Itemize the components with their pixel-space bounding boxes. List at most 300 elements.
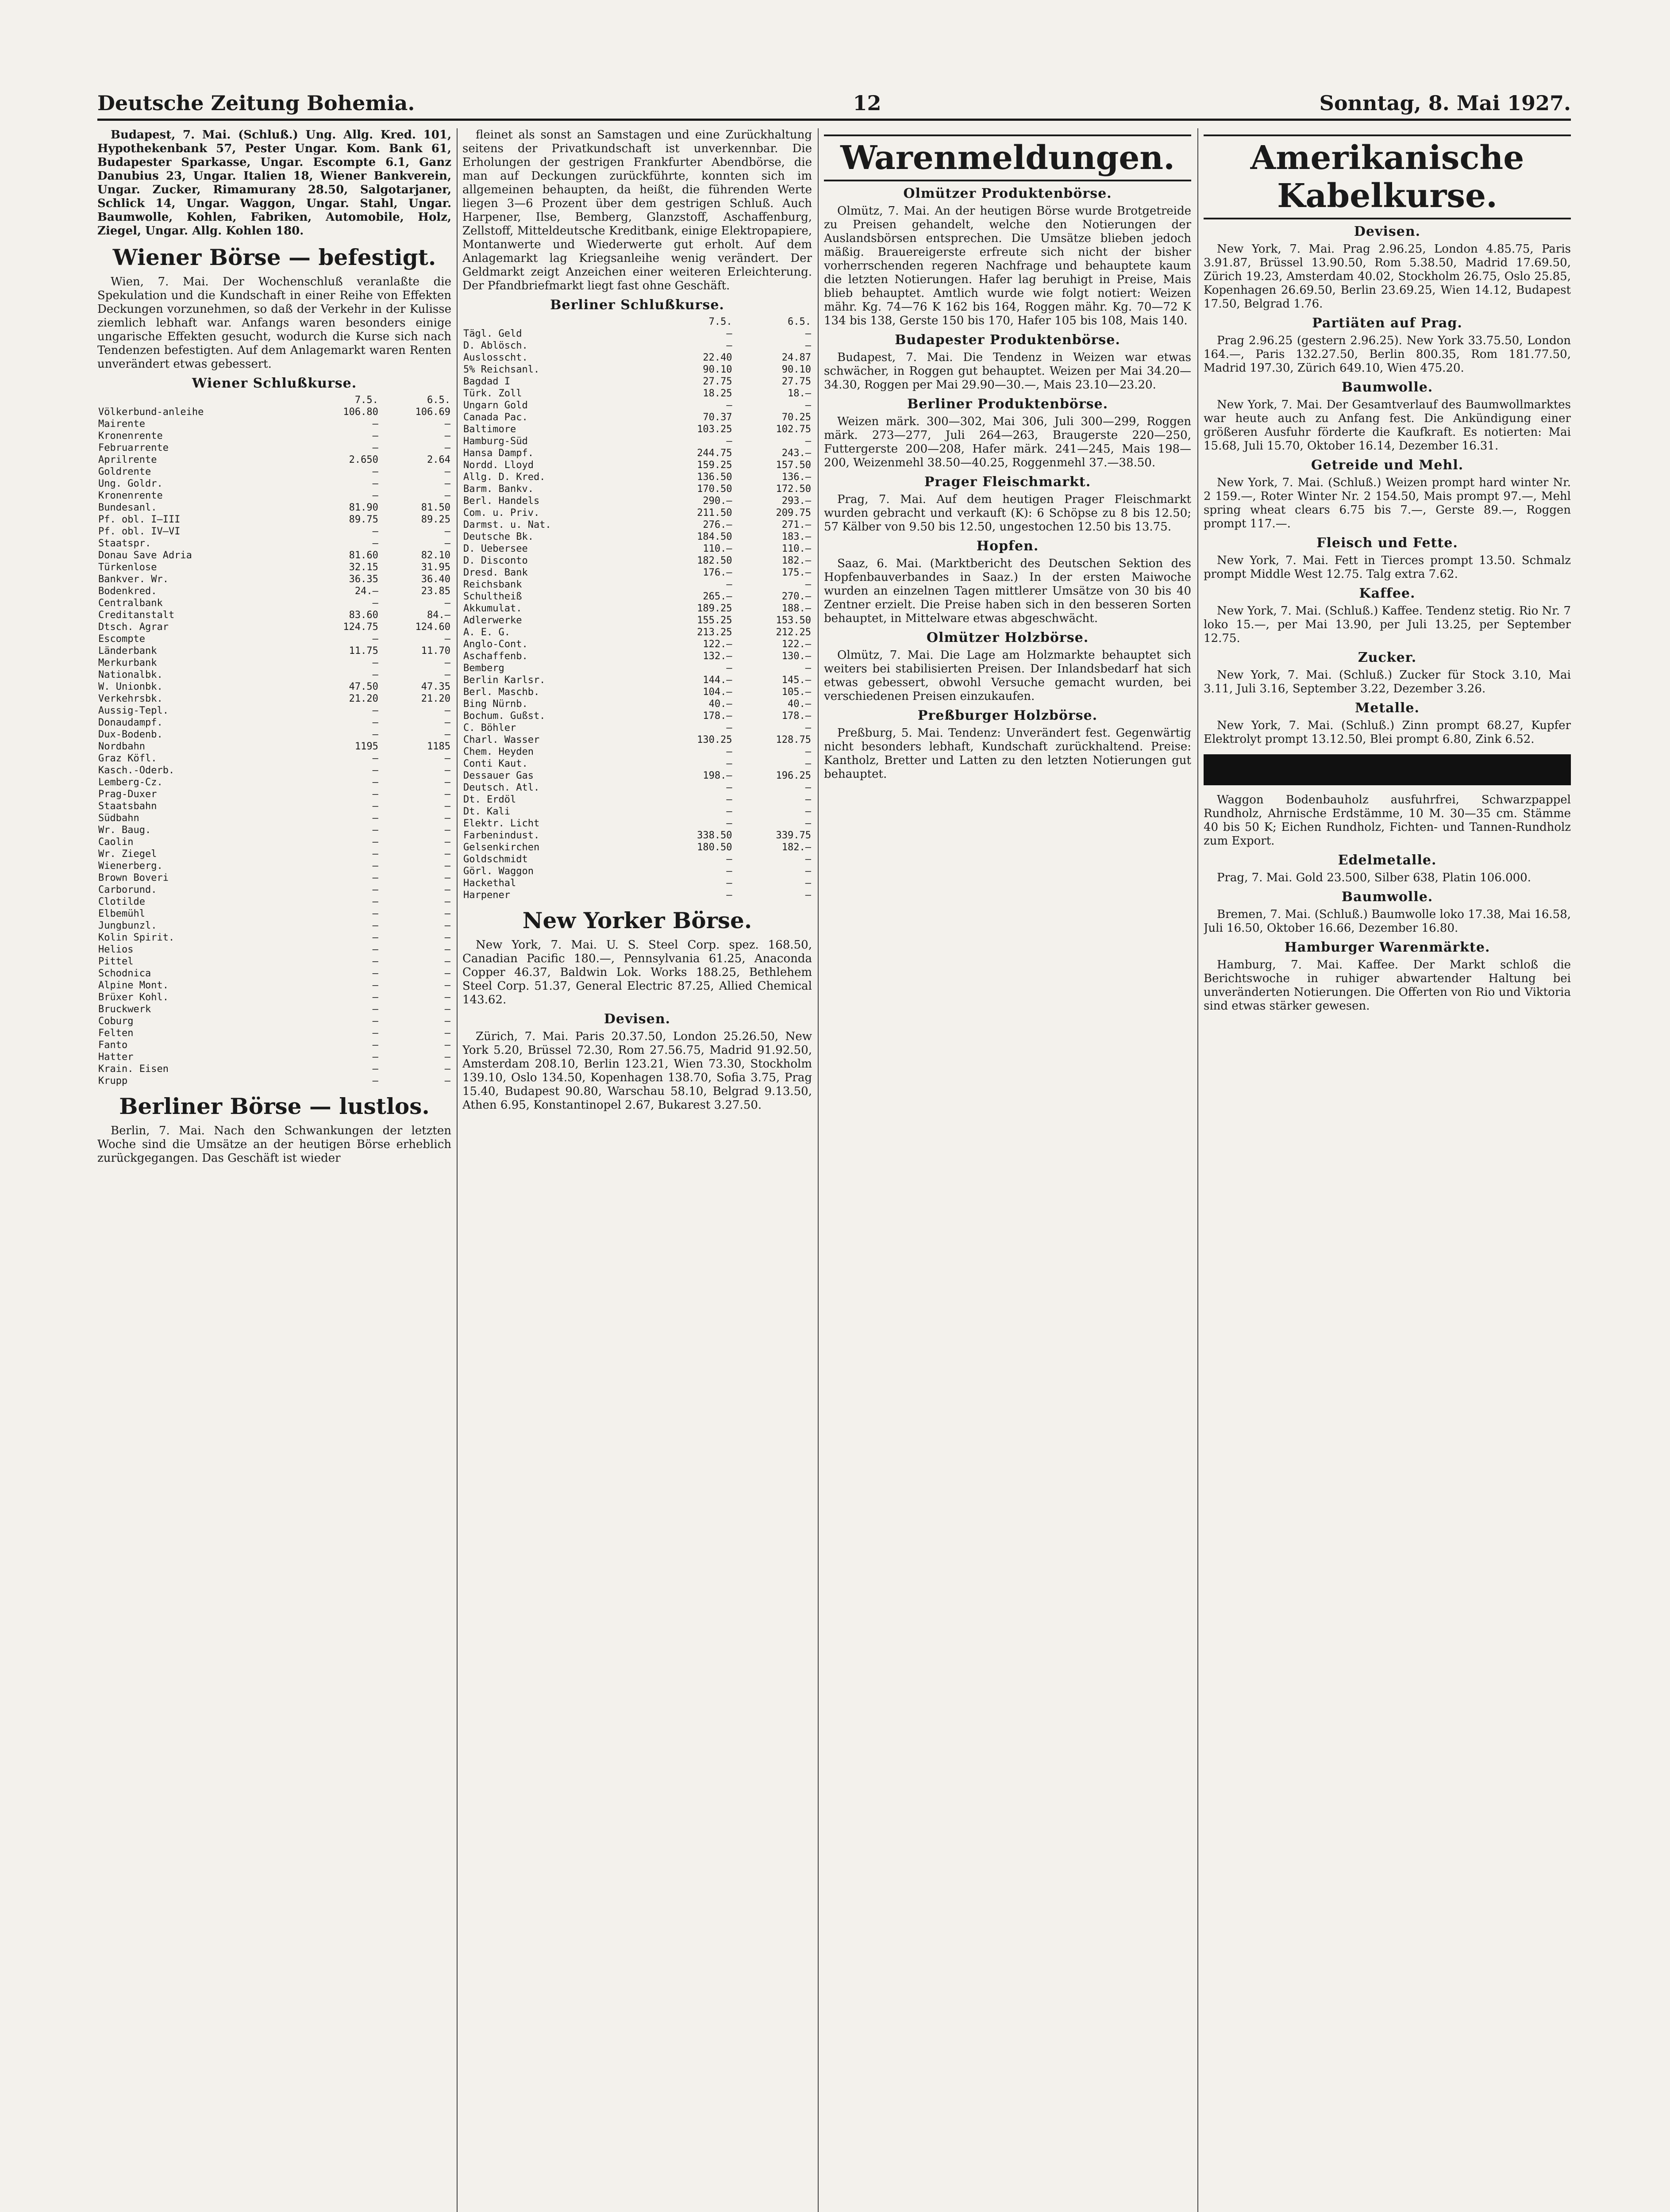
security-name: Prag-Duxer <box>98 789 157 800</box>
table-row <box>97 741 451 753</box>
quote-value: — <box>372 419 378 430</box>
section-heading: Getreide und Mehl. <box>1311 457 1464 473</box>
quote-value: 122.— <box>781 639 811 650</box>
table-row <box>462 352 812 364</box>
security-name: Bing Nürnb. <box>463 699 528 710</box>
security-name: Berl. Maschb. <box>463 687 540 698</box>
security-name: Goldschmidt <box>463 854 528 865</box>
table-row <box>462 889 812 901</box>
table-header: 6.5. <box>427 395 450 406</box>
quote-value: — <box>444 1075 450 1087</box>
quote-value: — <box>372 1016 378 1027</box>
security-name: Länderbank <box>98 645 157 657</box>
security-name: Harpener <box>463 890 510 901</box>
security-name: Krupp <box>98 1075 128 1087</box>
quote-value: — <box>444 896 450 907</box>
quote-value: — <box>805 340 811 351</box>
table-row <box>462 579 812 591</box>
quote-value: — <box>805 758 811 769</box>
quote-value: — <box>444 980 450 991</box>
section-heading: Partiäten auf Prag. <box>1312 315 1462 331</box>
security-name: Ungarn Gold <box>463 400 528 411</box>
quote-value: 184.50 <box>697 531 732 542</box>
section-text: Olmütz, 7. Mai. An der heutigen Börse wurde Brotgetreide zu Preisen gehandelt, welche den Notierungen der Auslandsbörsen entsprechen. Die Umsätze blieben jedoch mäßig. Brauereigerste erfreute sich nicht der bisher vorherrschenden regeren Nachfrage und behauptete kaum die letzten Notierungen. Hafer lag beruhigt in Preise, Mais blieb behauptet. Amtlich wurde wie folgt notiert: Weizen mähr. Kg. 74—76 K 162 bis 164, Roggen mähr. Kg. 70—72 K 134 bis 138, Gerste 150 bis 170, Hafer 105 bis 108, Mais 140. <box>824 204 1191 327</box>
table-row <box>462 340 812 352</box>
quote-value: — <box>444 598 450 609</box>
quote-value: — <box>444 801 450 812</box>
table-row <box>462 388 812 399</box>
quote-value: 11.75 <box>349 645 378 657</box>
security-name: Gelsenkirchen <box>463 842 540 853</box>
quote-value: 106.80 <box>343 407 378 418</box>
quote-value: — <box>444 705 450 716</box>
quote-value: — <box>372 705 378 716</box>
security-name: Dt. Kali <box>463 806 510 817</box>
quote-value: 124.60 <box>415 622 450 633</box>
section-text: New York, 7. Mai. Fett in Tierces prompt 13.50. Schmalz prompt Middle West 12.75. Talg extra 7.62. <box>1204 554 1571 581</box>
table-row <box>462 435 812 447</box>
section-heading: Olmützer Holzbörse. <box>926 630 1089 645</box>
quote-value: — <box>805 722 811 733</box>
security-name: Creditanstalt <box>98 610 175 621</box>
quote-value: — <box>444 526 450 537</box>
quote-value: — <box>805 436 811 447</box>
security-name: Deutsche Bk. <box>463 531 534 542</box>
quote-value: — <box>726 806 732 817</box>
kabelkurse-heading: Amerikanische Kabelkurse. <box>1204 134 1571 219</box>
holz-advertisement-text: Waggon Bodenbauholz ausfuhrfrei, Schwarzpappel Rundholz, Ahrnische Erdstämme, 10 M. 30—35 cm. Stämme 40 bis 50 K; Eichen Rundholz, Fichten- und Tannen-Rundholz zum Export. <box>1204 793 1571 848</box>
quote-value: — <box>372 825 378 836</box>
table-row <box>97 812 451 824</box>
quote-value: 189.25 <box>697 603 732 614</box>
quote-value: 136.— <box>781 472 811 483</box>
quote-value: 31.95 <box>421 562 450 573</box>
table-row <box>97 478 451 490</box>
table-row <box>462 471 812 483</box>
quote-value: 159.25 <box>697 460 732 471</box>
table-row <box>97 764 451 776</box>
security-name: Caolin <box>98 837 134 848</box>
quote-value: 211.50 <box>697 507 732 518</box>
table-row <box>462 877 812 889</box>
quote-value: — <box>444 478 450 489</box>
security-name: Berl. Handels <box>463 495 540 507</box>
quote-value: 110.— <box>703 543 732 554</box>
table-row <box>97 896 451 908</box>
security-name: Donaudampf. <box>98 717 163 728</box>
table-row <box>97 454 451 466</box>
berliner-boerse-heading: Berliner Börse — lustlos. <box>119 1093 430 1119</box>
new-yorker-boerse-text: New York, 7. Mai. U. S. Steel Corp. spez. 168.50, Canadian Pacific 180.—, Pennsylvania 61.25, Anaconda Copper 46.37, Baldwin Lok. Works 188.25, Bethlehem Steel Corp. 51.37, General Electric 87.25, Allied Chemical 143.62. <box>462 938 812 1006</box>
security-name: Aussig-Tepl. <box>98 705 169 716</box>
quote-value: 209.75 <box>776 507 811 518</box>
issue-date: Sonntag, 8. Mai 1927. <box>1319 91 1571 115</box>
quote-value: — <box>372 860 378 872</box>
security-name: W. Unionbk. <box>98 681 163 692</box>
column-divider <box>457 128 458 2212</box>
security-name: Bundesanl. <box>98 502 157 513</box>
security-name: Bagdad I <box>463 376 510 387</box>
quote-value: 213.25 <box>697 627 732 638</box>
quote-value: 21.20 <box>349 693 378 704</box>
table-row <box>97 788 451 800</box>
quote-value: 153.50 <box>776 615 811 626</box>
security-name: Kolin Spirit. <box>98 932 175 943</box>
table-row <box>97 490 451 502</box>
table-header: 7.5. <box>354 395 378 406</box>
section-heading: Hopfen. <box>976 538 1039 554</box>
section-text: New York, 7. Mai. (Schluß.) Zucker für Stock 3.10, Mai 3.11, Juli 3.16, September 3.22, Dezember 3.26. <box>1204 668 1571 695</box>
quote-value: 90.10 <box>781 364 811 375</box>
security-name: Reichsbank <box>463 579 522 590</box>
table-row <box>462 650 812 662</box>
security-name: D. Disconto <box>463 555 528 566</box>
quote-value: 339.75 <box>776 830 811 841</box>
security-name: Dux-Bodenb. <box>98 729 163 740</box>
quote-value: 270.— <box>781 591 811 602</box>
quote-value: — <box>372 920 378 931</box>
quote-value: 47.35 <box>421 681 450 692</box>
quote-value: — <box>372 634 378 645</box>
security-name: Aschaffenb. <box>463 651 528 662</box>
quote-value: — <box>805 878 811 889</box>
quote-value: — <box>726 579 732 590</box>
table-row <box>462 662 812 674</box>
security-name: Völkerbund-anleihe <box>98 407 204 418</box>
section-heading: Zucker. <box>1358 650 1417 665</box>
quote-value: 89.25 <box>421 514 450 525</box>
security-name: Donau Save Adria <box>98 550 192 561</box>
security-name: D. Ablösch. <box>463 340 528 351</box>
security-name: Darmst. u. Nat. <box>463 519 551 530</box>
quote-value: — <box>726 758 732 769</box>
masthead <box>97 88 1571 115</box>
security-name: Bodenkred. <box>98 586 157 597</box>
security-name: Nationalbk. <box>98 669 163 680</box>
table-row <box>97 418 451 430</box>
quote-value: — <box>372 669 378 680</box>
section-heading: Preßburger Holzbörse. <box>917 708 1098 723</box>
quote-value: — <box>372 908 378 919</box>
quote-value: 89.75 <box>349 514 378 525</box>
table-row <box>97 561 451 573</box>
quote-value: — <box>372 538 378 549</box>
section-heading: Edelmetalle. <box>1338 853 1437 868</box>
table-row <box>97 920 451 932</box>
quote-value: 178.— <box>781 710 811 722</box>
table-row <box>97 705 451 717</box>
section-text: Preßburg, 5. Mai. Tendenz: Unverändert fest. Gegenwärtig nicht besonders lebhaft, Kundschaft zurückhaltend. Preise: Kantholz, Bretter und Latten zu den letzten Notierungen gut behauptet. <box>824 726 1191 781</box>
security-name: Centralbank <box>98 598 163 609</box>
black-ad-bar <box>1204 754 1571 785</box>
quote-value: 2.64 <box>427 454 450 465</box>
column-2 <box>462 128 812 2212</box>
quote-value: 36.40 <box>421 574 450 585</box>
quote-value: 110.— <box>781 543 811 554</box>
quote-value: 293.— <box>781 495 811 507</box>
security-name: Anglo-Cont. <box>463 639 528 650</box>
security-name: Elbemühl <box>98 908 145 919</box>
table-row <box>97 968 451 979</box>
quote-value: — <box>372 849 378 860</box>
quote-value: — <box>726 890 732 901</box>
quote-value: 122.— <box>703 639 732 650</box>
section-text: New York, 7. Mai. (Schluß.) Kaffee. Tendenz stetig. Rio Nr. 7 loko 15.—, per Mai 13.90, per Juli 13.25, per September 12.75. <box>1204 604 1571 645</box>
quote-value: — <box>444 849 450 860</box>
table-row <box>97 932 451 944</box>
security-name: Schodnica <box>98 968 151 979</box>
table-row <box>97 526 451 538</box>
security-name: 5% Reichsanl. <box>463 364 540 375</box>
security-name: Alpine Mont. <box>98 980 169 991</box>
quote-value: 81.50 <box>421 502 450 513</box>
table-row <box>462 567 812 579</box>
table-row <box>462 686 812 698</box>
table-row <box>97 979 451 991</box>
security-name: Staatsbahn <box>98 801 157 812</box>
table-row <box>462 853 812 865</box>
quote-value: — <box>805 782 811 793</box>
quote-value: 180.50 <box>697 842 732 853</box>
table-row <box>462 746 812 758</box>
quote-value: — <box>444 466 450 477</box>
quote-value: — <box>444 1052 450 1063</box>
security-name: Wr. Baug. <box>98 825 151 836</box>
table-row <box>97 848 451 860</box>
quote-value: — <box>444 538 450 549</box>
table-row <box>97 860 451 872</box>
quote-value: — <box>372 789 378 800</box>
devisen-heading: Devisen. <box>604 1011 671 1027</box>
section-text: New York, 7. Mai. (Schluß.) Zinn prompt 68.27, Kupfer Elektrolyt prompt 13.12.50, Blei prompt 6.80, Zink 6.52. <box>1204 719 1571 746</box>
table-row <box>97 776 451 788</box>
quote-value: — <box>805 854 811 865</box>
security-name: Charl. Wasser <box>463 734 540 745</box>
quote-value: — <box>372 837 378 848</box>
table-row <box>97 884 451 896</box>
table-row <box>97 991 451 1003</box>
security-name: Felten <box>98 1028 134 1039</box>
quote-value: 178.— <box>703 710 732 722</box>
section-heading: Prager Fleischmarkt. <box>924 474 1091 490</box>
table-row <box>97 406 451 418</box>
quote-value: 90.10 <box>703 364 732 375</box>
security-name: Barm. Bankv. <box>463 484 534 495</box>
security-name: Bankver. Wr. <box>98 574 169 585</box>
quote-value: — <box>726 400 732 411</box>
security-name: Adlerwerke <box>463 615 522 626</box>
table-row <box>97 693 451 705</box>
quote-value: — <box>444 956 450 967</box>
quote-value: 182.50 <box>697 555 732 566</box>
quote-value: — <box>372 657 378 668</box>
wiener-schlusskurse-heading: Wiener Schlußkurse. <box>192 376 357 391</box>
quote-value: — <box>805 400 811 411</box>
table-row <box>97 514 451 526</box>
security-name: Jungbunzl. <box>98 920 157 931</box>
security-name: Com. u. Priv. <box>463 507 540 518</box>
security-name: Auslosscht. <box>463 352 528 363</box>
security-name: Pf. obl. IV—VI <box>98 526 181 537</box>
quote-value: 136.50 <box>697 472 732 483</box>
quote-value: 265.— <box>703 591 732 602</box>
quote-value: — <box>726 328 732 339</box>
table-row <box>97 824 451 836</box>
quote-value: 106.69 <box>415 407 450 418</box>
table-row <box>462 758 812 770</box>
quote-value: — <box>444 717 450 728</box>
quote-value: — <box>372 717 378 728</box>
table-row <box>462 364 812 376</box>
quote-value: 244.75 <box>697 448 732 459</box>
security-name: Februarrente <box>98 442 169 453</box>
quote-value: 11.70 <box>421 645 450 657</box>
table-row <box>462 674 812 686</box>
quote-value: 132.— <box>703 651 732 662</box>
table-header: 6.5. <box>788 316 811 327</box>
section-heading: Baumwolle. <box>1341 380 1433 395</box>
quote-value: — <box>372 944 378 955</box>
quote-value: 183.— <box>781 531 811 542</box>
quote-value: — <box>444 992 450 1003</box>
table-row <box>462 519 812 531</box>
table-row <box>97 633 451 645</box>
quote-value: — <box>444 860 450 872</box>
quote-value: 24.87 <box>781 352 811 363</box>
quote-value: — <box>372 1040 378 1051</box>
quote-value: — <box>805 866 811 877</box>
quote-value: — <box>726 794 732 805</box>
table-row <box>462 626 812 638</box>
berliner-quote-table <box>462 316 812 901</box>
table-row <box>462 614 812 626</box>
quote-value: — <box>444 837 450 848</box>
table-row <box>462 555 812 567</box>
table-row <box>97 1003 451 1015</box>
security-name: Aprilrente <box>98 454 157 465</box>
quote-value: — <box>372 992 378 1003</box>
masthead-rule <box>97 119 1571 121</box>
security-name: Pittel <box>98 956 134 967</box>
table-row <box>97 1063 451 1075</box>
quote-value: — <box>444 884 450 895</box>
security-name: Bochum. Gußst. <box>463 710 546 722</box>
quote-value: — <box>444 908 450 919</box>
security-name: D. Uebersee <box>463 543 528 554</box>
table-row <box>462 865 812 877</box>
security-name: C. Böhler <box>463 722 516 733</box>
quote-value: 145.— <box>781 675 811 686</box>
table-row <box>462 447 812 459</box>
quote-value: 175.— <box>781 567 811 578</box>
table-row <box>462 818 812 830</box>
security-name: Dresd. Bank <box>463 567 528 578</box>
table-row <box>97 621 451 633</box>
quote-value: 18.25 <box>703 388 732 399</box>
quote-value: — <box>726 746 732 757</box>
quote-value: — <box>805 663 811 674</box>
quote-value: — <box>444 968 450 979</box>
quote-value: — <box>726 818 732 829</box>
quote-value: — <box>372 980 378 991</box>
quote-value: 40.— <box>708 699 732 710</box>
quote-value: 130.— <box>781 651 811 662</box>
security-name: Farbenindust. <box>463 830 540 841</box>
table-header: 7.5. <box>708 316 732 327</box>
section-text: New York, 7. Mai. Der Gesamtverlauf des Baumwollmarktes war heute auch zu Anfang fest. Die Ankündigung einer größeren Ausfuhr förderte die Kaufkraft. Es notierten: Mai 15.68, Juli 15.70, Oktober 16.14, Dezember 16.31. <box>1204 398 1571 453</box>
security-name: Brown Boveri <box>98 872 169 883</box>
table-row <box>97 466 451 478</box>
security-name: Nordbahn <box>98 741 145 752</box>
table-header <box>462 316 654 328</box>
quote-value: 24.— <box>354 586 378 597</box>
security-name: Fanto <box>98 1040 128 1051</box>
table-header <box>97 394 307 406</box>
quote-value: 21.20 <box>421 693 450 704</box>
quote-value: 104.— <box>703 687 732 698</box>
table-row <box>462 423 812 435</box>
quote-value: — <box>444 765 450 776</box>
quote-value: 212.25 <box>776 627 811 638</box>
quote-value: 271.— <box>781 519 811 530</box>
security-name: Tägl. Geld <box>463 328 522 339</box>
security-name: Nordd. Lloyd <box>463 460 534 471</box>
quote-value: 176.— <box>703 567 732 578</box>
quote-value: — <box>444 1016 450 1027</box>
table-row <box>97 753 451 764</box>
quote-value: — <box>372 1075 378 1087</box>
section-heading: Metalle. <box>1355 700 1420 716</box>
table-row <box>97 573 451 585</box>
security-name: Wienerberg. <box>98 860 163 872</box>
quote-value: — <box>444 813 450 824</box>
quote-value: 182.— <box>781 842 811 853</box>
quote-value: — <box>372 1004 378 1015</box>
quote-value: — <box>444 944 450 955</box>
quote-value: 1195 <box>354 741 378 752</box>
security-name: Coburg <box>98 1016 134 1027</box>
table-row <box>462 399 812 411</box>
table-row <box>97 442 451 454</box>
security-name: Staatspr. <box>98 538 151 549</box>
quote-value: — <box>805 818 811 829</box>
quote-value: 70.37 <box>703 412 732 423</box>
quote-value: 182.— <box>781 555 811 566</box>
quote-value: — <box>726 854 732 865</box>
table-row <box>462 841 812 853</box>
quote-value: — <box>372 598 378 609</box>
section-heading: Kaffee. <box>1359 586 1416 601</box>
quote-value: — <box>372 478 378 489</box>
quote-value: — <box>444 634 450 645</box>
security-name: Hamburg-Süd <box>463 436 528 447</box>
quote-value: — <box>726 663 732 674</box>
quote-value: 198.— <box>703 770 732 781</box>
quote-value: 103.25 <box>697 424 732 435</box>
quote-value: 47.50 <box>349 681 378 692</box>
security-name: Akkumulat. <box>463 603 522 614</box>
table-row <box>462 806 812 818</box>
quote-value: 196.25 <box>776 770 811 781</box>
quote-value: — <box>372 490 378 501</box>
quote-value: — <box>444 753 450 764</box>
quote-value: — <box>444 1004 450 1015</box>
section-text: Bremen, 7. Mai. (Schluß.) Baumwolle loko 17.38, Mai 16.58, Juli 16.50, Oktober 16.66, Dezember 16.80. <box>1204 908 1571 935</box>
quote-value: — <box>444 490 450 501</box>
security-name: Dt. Erdöl <box>463 794 516 805</box>
security-name: Baltimore <box>463 424 516 435</box>
security-name: Hatter <box>98 1052 134 1063</box>
